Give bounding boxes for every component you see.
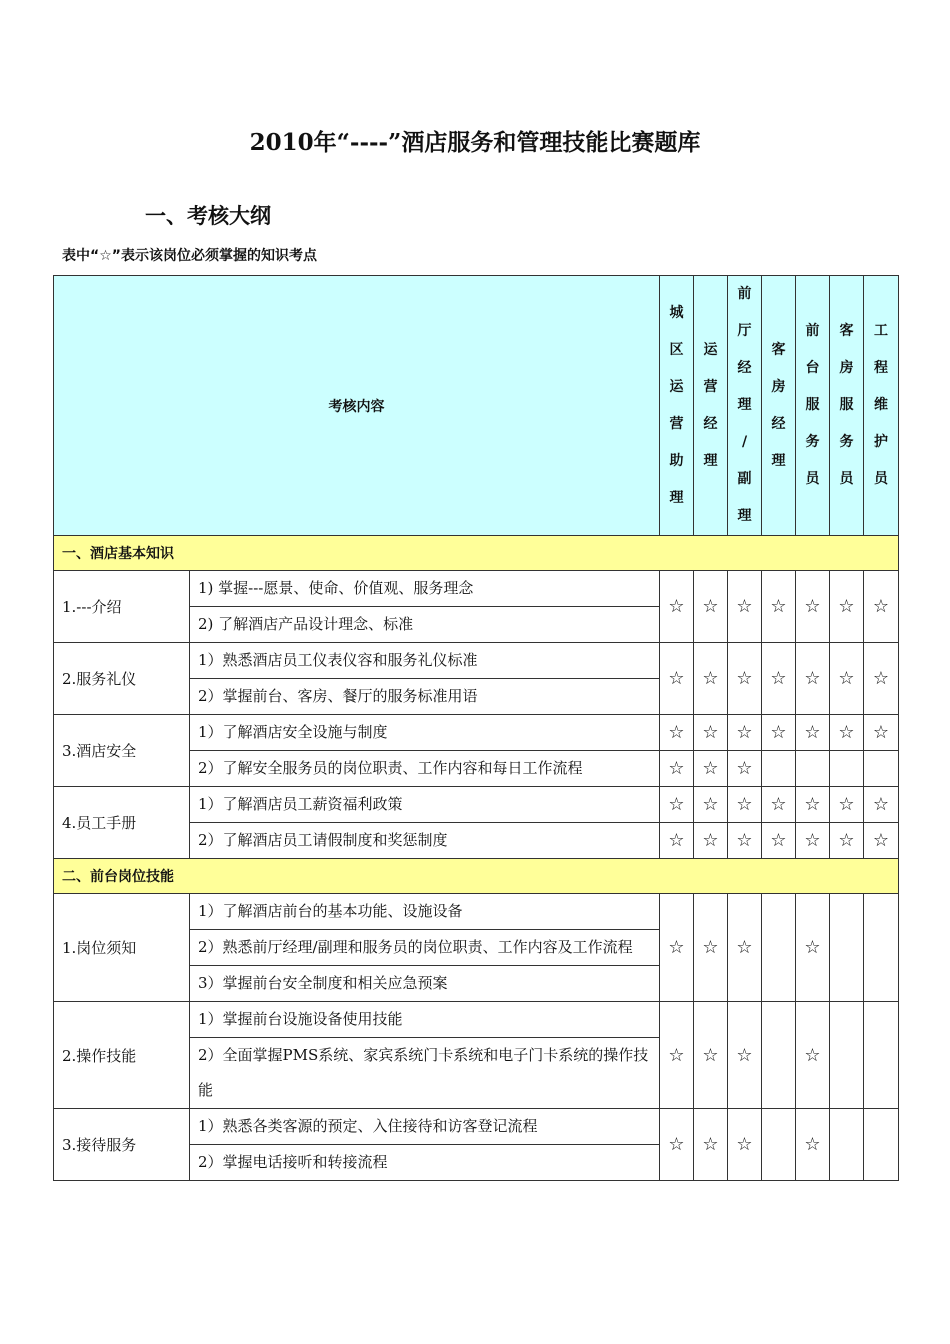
category-cell: 2.服务礼仪: [54, 643, 190, 715]
table-row: [54, 894, 899, 930]
column-header-char: 程: [874, 360, 888, 376]
section-title: 二、前台岗位技能: [54, 859, 899, 894]
mark-cell: ☆: [694, 787, 728, 823]
mark-cell: ☆: [864, 787, 899, 823]
mark-cell: ☆: [796, 1002, 830, 1109]
mark-cell: ☆: [864, 715, 899, 751]
mark-cell: ☆: [694, 823, 728, 859]
column-header-char: 经: [703, 415, 718, 432]
column-header-char: 理: [771, 452, 786, 469]
table-row: [54, 715, 899, 751]
mark-cell: ☆: [864, 643, 899, 715]
mark-cell: ☆: [728, 715, 762, 751]
column-header-char: 运: [669, 378, 684, 395]
column-header-6: [830, 276, 864, 536]
column-header-char: 护: [874, 434, 888, 450]
column-header-char: 员: [805, 471, 820, 487]
content-header: 考核内容: [54, 276, 660, 536]
item-cell: 1）了解酒店前台的基本功能、设施设备: [190, 894, 660, 930]
mark-cell: ☆: [660, 823, 694, 859]
column-header-char: 服: [805, 397, 820, 413]
mark-cell: ☆: [796, 823, 830, 859]
category-cell: 4.员工手册: [54, 787, 190, 859]
column-header-char: 助: [669, 452, 684, 469]
column-header-1: [660, 276, 694, 536]
mark-cell: ☆: [830, 715, 864, 751]
column-header-char: 理: [737, 508, 752, 524]
column-header-char: 务: [805, 434, 820, 450]
mark-cell: ☆: [830, 571, 864, 643]
mark-cell: ☆: [728, 823, 762, 859]
column-header-char: 服: [839, 397, 854, 413]
column-header-char: 经: [737, 360, 752, 376]
mark-cell: ☆: [660, 715, 694, 751]
table-row: [54, 643, 899, 679]
table-row: [54, 571, 899, 607]
item-cell: 2) 了解酒店产品设计理念、标准: [190, 607, 660, 643]
item-cell: 1）了解酒店员工薪资福利政策: [190, 787, 660, 823]
column-header-char: 营: [703, 378, 718, 395]
category-cell: 3.接待服务: [54, 1109, 190, 1181]
mark-cell: ☆: [728, 894, 762, 1002]
syllabus-table: [53, 275, 899, 1181]
column-header-3: [728, 276, 762, 536]
mark-cell: ☆: [728, 751, 762, 787]
item-cell: 1）了解酒店安全设施与制度: [190, 715, 660, 751]
column-header-char: 厅: [737, 323, 752, 339]
mark-cell: ☆: [694, 571, 728, 643]
item-cell: 1）掌握前台设施设备使用技能: [190, 1002, 660, 1038]
column-header-char: 理: [669, 489, 684, 506]
section-row: [54, 859, 899, 894]
section-row: [54, 536, 899, 571]
category-cell: 1.---介绍: [54, 571, 190, 643]
item-cell: 2）熟悉前厅经理/副理和服务员的岗位职责、工作内容及工作流程: [190, 930, 660, 966]
mark-cell: ☆: [728, 571, 762, 643]
column-header-char: /: [741, 434, 748, 450]
item-cell: 1）熟悉各类客源的预定、入住接待和访客登记流程: [190, 1109, 660, 1145]
mark-cell: ☆: [660, 1002, 694, 1109]
column-header-char: 房: [771, 378, 786, 395]
mark-cell: ☆: [796, 571, 830, 643]
mark-cell: [830, 1002, 864, 1109]
section-title: 一、酒店基本知识: [54, 536, 899, 571]
mark-cell: ☆: [762, 823, 796, 859]
header-row: [54, 276, 899, 536]
column-header-char: 区: [669, 341, 684, 358]
mark-cell: ☆: [694, 1002, 728, 1109]
column-header-char: 员: [839, 471, 854, 487]
column-header-5: [796, 276, 830, 536]
column-header-char: 工: [874, 323, 888, 339]
mark-cell: [864, 751, 899, 787]
table-row: [54, 1002, 899, 1038]
mark-cell: ☆: [830, 823, 864, 859]
item-cell: 1) 掌握---愿景、使命、价值观、服务理念: [190, 571, 660, 607]
column-header-char: 务: [839, 434, 854, 450]
document-title: 2010年“----”酒店服务和管理技能比赛题库: [249, 129, 701, 156]
table-row: [54, 1109, 899, 1145]
mark-cell: ☆: [830, 787, 864, 823]
category-cell: 1.岗位须知: [54, 894, 190, 1002]
item-cell: 2）了解安全服务员的岗位职责、工作内容和每日工作流程: [190, 751, 660, 787]
table-row: [54, 787, 899, 823]
section-heading: 一、考核大纲: [145, 204, 271, 228]
mark-cell: ☆: [796, 643, 830, 715]
item-cell: 2）了解酒店员工请假制度和奖惩制度: [190, 823, 660, 859]
mark-cell: ☆: [728, 1002, 762, 1109]
mark-cell: ☆: [694, 751, 728, 787]
column-header-char: 客: [839, 323, 854, 339]
mark-cell: ☆: [660, 787, 694, 823]
mark-cell: [762, 894, 796, 1002]
column-header-char: 经: [771, 415, 786, 432]
column-header-char: 运: [703, 341, 718, 358]
mark-cell: ☆: [660, 1109, 694, 1181]
mark-cell: ☆: [762, 715, 796, 751]
mark-cell: [864, 894, 899, 1002]
mark-cell: ☆: [796, 1109, 830, 1181]
column-header-char: 前: [737, 286, 752, 302]
mark-cell: [864, 1002, 899, 1109]
mark-cell: ☆: [694, 715, 728, 751]
mark-cell: ☆: [728, 1109, 762, 1181]
mark-cell: ☆: [830, 643, 864, 715]
mark-cell: ☆: [796, 715, 830, 751]
mark-cell: ☆: [694, 1109, 728, 1181]
mark-cell: [864, 1109, 899, 1181]
item-cell: 2）掌握前台、客房、餐厅的服务标准用语: [190, 679, 660, 715]
column-header-char: 理: [703, 452, 718, 469]
mark-cell: [762, 751, 796, 787]
column-header-char: 营: [669, 415, 684, 432]
column-header-char: 维: [874, 397, 888, 413]
column-header-char: 客: [771, 341, 786, 358]
item-cell: 1）熟悉酒店员工仪表仪容和服务礼仪标准: [190, 643, 660, 679]
mark-cell: ☆: [864, 823, 899, 859]
column-header-char: 理: [737, 397, 752, 413]
mark-cell: ☆: [762, 571, 796, 643]
mark-cell: ☆: [762, 787, 796, 823]
mark-cell: ☆: [728, 787, 762, 823]
mark-cell: [830, 894, 864, 1002]
category-cell: 3.酒店安全: [54, 715, 190, 787]
column-header-2: [694, 276, 728, 536]
mark-cell: ☆: [694, 643, 728, 715]
item-cell: 2）掌握电话接听和转接流程: [190, 1145, 660, 1181]
mark-cell: ☆: [660, 643, 694, 715]
item-cell: 3）掌握前台安全制度和相关应急预案: [190, 966, 660, 1002]
mark-cell: [830, 1109, 864, 1181]
mark-cell: ☆: [660, 894, 694, 1002]
mark-cell: ☆: [694, 894, 728, 1002]
table-note: 表中“☆”表示该岗位必须掌握的知识考点: [62, 248, 317, 264]
mark-cell: ☆: [660, 751, 694, 787]
column-header-char: 前: [805, 323, 820, 339]
column-header-char: 员: [874, 471, 888, 487]
mark-cell: ☆: [660, 571, 694, 643]
item-cell: 2）全面掌握PMS系统、家宾系统门卡系统和电子门卡系统的操作技能: [190, 1038, 660, 1109]
mark-cell: [762, 1109, 796, 1181]
mark-cell: ☆: [728, 643, 762, 715]
mark-cell: ☆: [796, 787, 830, 823]
table-body: [54, 276, 899, 1181]
mark-cell: ☆: [864, 571, 899, 643]
column-header-char: 房: [839, 360, 854, 376]
mark-cell: [796, 751, 830, 787]
mark-cell: ☆: [796, 894, 830, 1002]
column-header-char: 城: [669, 304, 684, 321]
column-header-char: 副: [737, 471, 752, 487]
mark-cell: ☆: [762, 643, 796, 715]
mark-cell: [830, 751, 864, 787]
category-cell: 2.操作技能: [54, 1002, 190, 1109]
column-header-char: 台: [805, 360, 820, 376]
column-header-4: [762, 276, 796, 536]
column-header-7: [864, 276, 899, 536]
mark-cell: [762, 1002, 796, 1109]
